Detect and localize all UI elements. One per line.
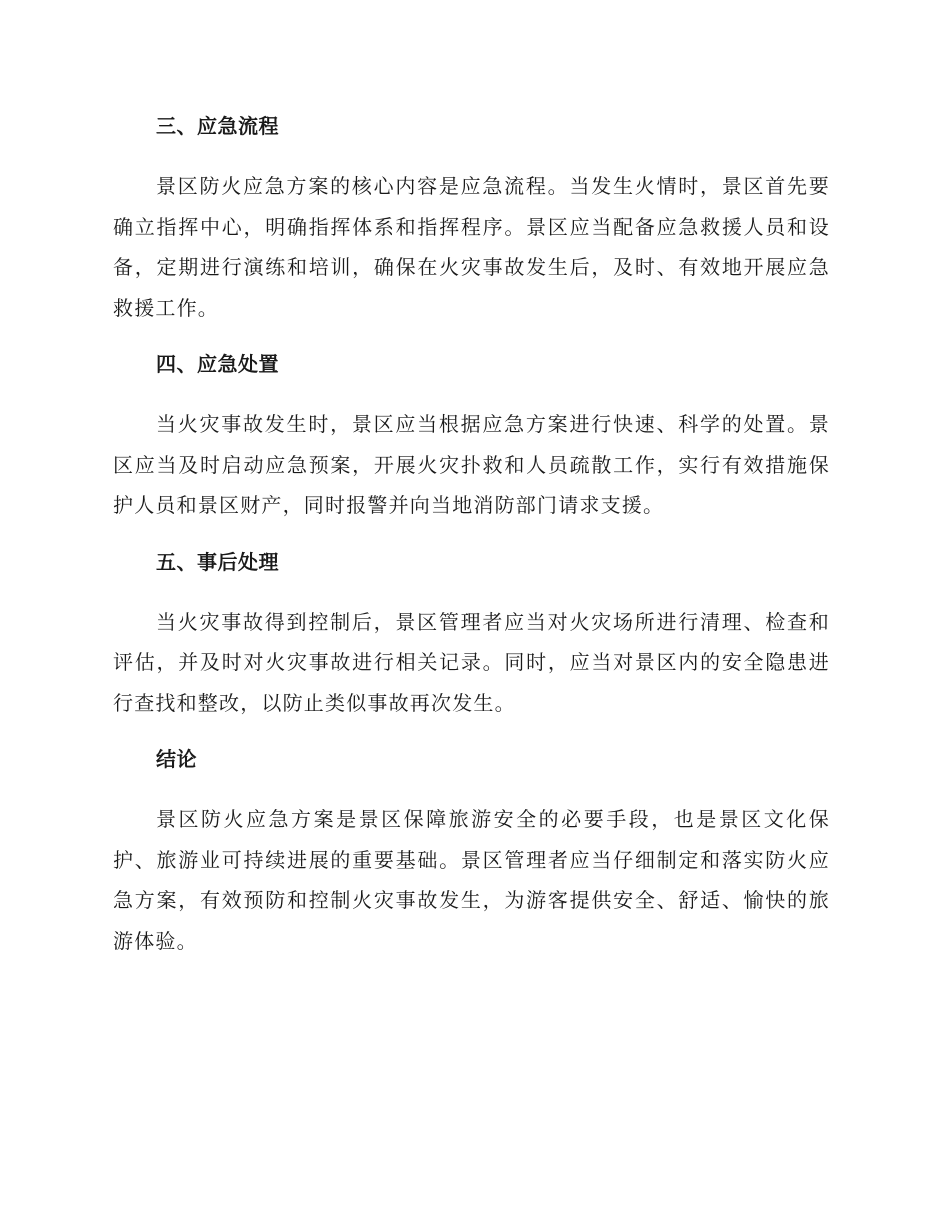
section-aftermath (113, 548, 830, 724)
section-paragraph: 当火灾事故得到控制后，景区管理者应当对火灾场所进行清理、检查和评估，并及时对火灾事故进行相关记录。同时，应当对景区内的安全隐患进行查找和整改，以防止类似事故再次发生。 (113, 609, 830, 715)
section-emergency-process (113, 112, 830, 328)
section-emergency-handling (113, 350, 830, 526)
section-heading: 结论 (156, 747, 197, 771)
section-paragraph: 景区防火应急方案是景区保障旅游安全的必要手段，也是景区文化保护、旅游业可持续进展的重要基础。景区管理者应当仔细制定和落实防火应急方案，有效预防和控制火灾事故发生，为游客提供安全、舒适、愉快的旅游体验。 (113, 807, 830, 953)
section-heading: 四、应急处置 (156, 352, 279, 376)
section-conclusion (113, 745, 830, 961)
section-heading: 三、应急流程 (156, 114, 279, 138)
section-heading: 五、事后处理 (156, 549, 279, 574)
section-paragraph: 当火灾事故发生时，景区应当根据应急方案进行快速、科学的处置。景区应当及时启动应急预案，开展火灾扑救和人员疏散工作，实行有效措施保护人员和景区财产，同时报警并向当地消防部门请求支援。 (113, 412, 830, 517)
section-paragraph: 景区防火应急方案的核心内容是应急流程。当发生火情时，景区首先要确立指挥中心，明确指挥体系和指挥程序。景区应当配备应急救援人员和设备，定期进行演练和培训，确保在火灾事故发生后，及时、有效地开展应急救援工作。 (113, 174, 830, 320)
